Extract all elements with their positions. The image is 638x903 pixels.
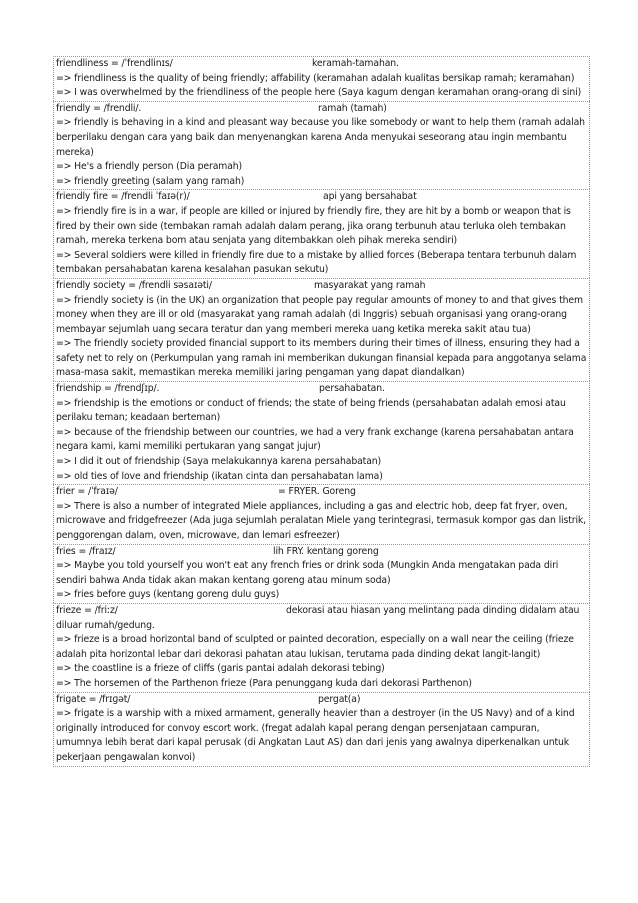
- translation: pergat(a): [318, 693, 361, 705]
- definition-line: => friendliness is the quality of being friendly; affability (keramahan adalah kualitas bersikap ramah; keramahan): [56, 72, 575, 84]
- definition-line: => friendship is the emotions or conduct of friends; the state of being friends (persahabatan adalah emosi atau perilaku teman; keadaan berteman): [56, 397, 566, 424]
- translation: ramah (tamah): [318, 102, 387, 114]
- entry-frieze: [53, 603, 590, 692]
- headword: friendly = /frendli/.: [56, 102, 142, 114]
- example-line: => The horsemen of the Parthenon frieze (Para penunggang kuda dari dekorasi Parthenon): [56, 677, 472, 689]
- definition-line: => friendly fire is in a war, if people are killed or injured by friendly fire, they are hit by a bomb or weapon that is fired by their own side (tembakan ramah adalah dalam perang, jika orang terbunuh atau terluka oleh tembakan ramah, mereka terkena bom atau senjata yang ditembakkan oleh pihak mereka sendiri): [56, 205, 571, 247]
- headword: friendship = /frendʃɪp/.: [56, 383, 160, 395]
- headword: frigate = /frɪɡət/: [56, 693, 131, 705]
- translation: persahabatan.: [319, 383, 385, 395]
- headword: frier = /ˈfraɪə/: [56, 486, 118, 498]
- translation: masyarakat yang ramah: [314, 279, 426, 291]
- translation: = FRYER. Goreng: [278, 486, 356, 498]
- translation: lih FRY. kentang goreng: [273, 545, 379, 557]
- entry-fries: [53, 544, 590, 603]
- headword: friendly fire = /frendli ˈfaɪə(r)/: [56, 191, 190, 203]
- example-line: => fries before guys (kentang goreng dulu guys): [56, 589, 280, 601]
- translation: dekorasi atau hiasan yang melintang pada dinding didalam atau: [286, 604, 580, 616]
- translation-continued: diluar rumah/gedung.: [56, 619, 155, 631]
- headword: fries = /fraɪz/: [56, 545, 116, 557]
- example-line: => I did it out of friendship (Saya melakukannya karena persahabatan): [56, 456, 382, 468]
- translation: api yang bersahabat: [323, 191, 417, 203]
- definition-line: => frigate is a warship with a mixed armament, generally heavier than a destroyer (in the US Navy) and of a kind originally introduced for convoy escort work. (fregat adalah kapal perang dengan persenjataan campuran, umumnya lebih berat dari kapal perusak (di Angkatan Laut AS) dan dari jenis yang awalnya diperkenalkan untuk pekerjaan pengawalan konvoi): [56, 708, 575, 763]
- entry-friendly-fire: [53, 189, 590, 278]
- definition-line: => frieze is a broad horizontal band of sculpted or painted decoration, especially on a wall near the ceiling (frieze adalah pita horizontal lebar dari dekorasi pahatan atau lukisan, terutama pada dinding dekat langit-langit): [56, 634, 574, 660]
- example-line: => I was overwhelmed by the friendliness of the people here (Saya kagum dengan keramahan orang-orang di sini): [56, 87, 582, 99]
- example-line: => old ties of love and friendship (ikatan cinta dan persahabatan lama): [56, 470, 383, 482]
- example-line: => He's a friendly person (Dia peramah): [56, 161, 243, 173]
- example-line: => The friendly society provided financial support to its members during their times of illness, ensuring they had a safety net to rely on (Perkumpulan yang ramah ini memberikan dukungan finansial kepada para anggotanya selama masa-masa sakit, memastikan mereka memiliki jaring pengaman yang dapat diandalkan): [56, 338, 587, 379]
- dictionary-sheet: [53, 56, 590, 767]
- entry-frier: [53, 484, 590, 543]
- entry-friendliness: [53, 56, 590, 101]
- entry-friendly: [53, 101, 590, 190]
- headword: friendly society = /frendli səsaɪəti/: [56, 279, 212, 291]
- definition-line: => friendly society is (in the UK) an organization that people pay regular amounts of money to and that gives them money when they are ill or old (masyarakat yang ramah adalah (di Inggris) sebuah organisasi yang orang-orang membayar sejumlah uang secara teratur dan yang memberi mereka uang ketika mereka sakit atau tua): [56, 294, 583, 335]
- headword: friendliness = /ˈfrendlinɪs/: [56, 58, 173, 69]
- translation: keramah-tamahan.: [312, 58, 399, 69]
- entry-friendly-society: [53, 278, 590, 381]
- example-line: => There is also a number of integrated Miele appliances, including a gas and electric hob, deep fat fryer, oven, microwave and fridgefreezer (Ada juga sejumlah peralatan Miele yang terintegrasi, termasuk kompor gas dan listrik, penggorengan dalam, oven, microwave, dan lemari esfreezer): [56, 500, 587, 541]
- example-line: => the coastline is a frieze of cliffs (garis pantai adalah dekorasi tebing): [56, 663, 385, 675]
- example-line: => Maybe you told yourself you won't eat any french fries or drink soda (Mungkin Anda mengatakan pada diri sendiri bahwa Anda tidak akan makan kentang goreng atau minum soda): [56, 560, 559, 586]
- entry-friendship: [53, 381, 590, 484]
- example-line: => friendly greeting (salam yang ramah): [56, 175, 245, 187]
- example-line: => Several soldiers were killed in friendly fire due to a mistake by allied forces (Beberapa tentara terbunuh dalam tembakan persahabatan karena kesalahan pasukan sekutu): [56, 249, 577, 276]
- example-line: => because of the friendship between our countries, we had a very frank exchange (karena persahabatan antara negara kami, kami memiliki pertukaran yang sangat jujur): [56, 426, 574, 453]
- headword: frieze = /friːz/: [56, 604, 118, 616]
- definition-line: => friendly is behaving in a kind and pleasant way because you like somebody or want to help them (ramah adalah berperilaku dengan cara yang baik dan menyenangkan karena Anda menyukai seseorang atau ingin membantu mereka): [56, 117, 585, 158]
- entry-frigate: [53, 692, 590, 767]
